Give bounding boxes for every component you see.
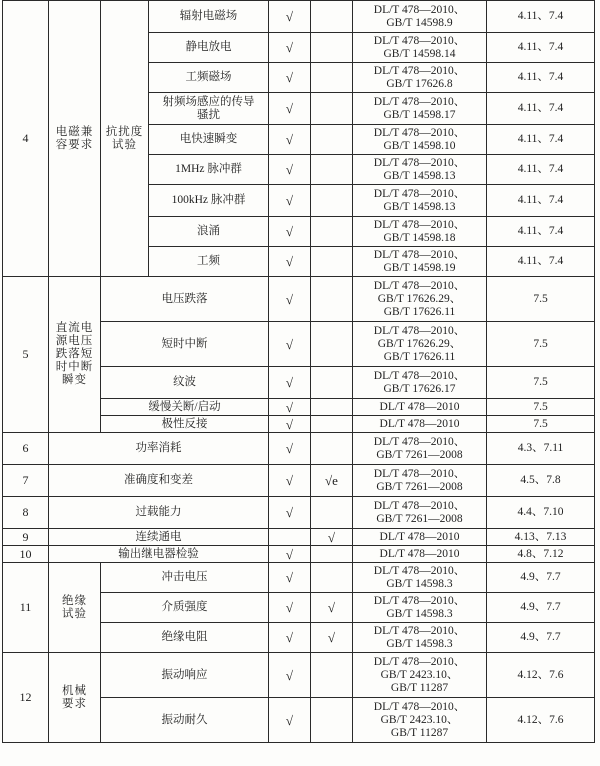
clause-ref: 4.11、7.4 xyxy=(487,185,595,217)
clause-ref: 4.11、7.4 xyxy=(487,1,595,33)
item-name: 输出继电器检验 xyxy=(49,546,269,563)
item-name: 1MHz 脉冲群 xyxy=(149,155,269,185)
check-cell: √ xyxy=(311,623,353,653)
check-cell xyxy=(311,217,353,247)
category-cell: 电磁兼 容要求 xyxy=(49,1,101,277)
table-row xyxy=(3,465,595,497)
check-cell: √ xyxy=(269,623,311,653)
check-cell: √ xyxy=(269,125,311,155)
item-name: 短时中断 xyxy=(101,322,269,367)
clause-ref: 4.11、7.4 xyxy=(487,125,595,155)
row-number: 10 xyxy=(3,546,49,563)
check-cell: √ xyxy=(269,546,311,563)
item-name: 准确度和变差 xyxy=(49,465,269,497)
item-name: 功率消耗 xyxy=(49,433,269,465)
table-row xyxy=(3,546,595,563)
item-name: 电压跌落 xyxy=(101,277,269,322)
item-name: 绝缘电阻 xyxy=(101,623,269,653)
row-number: 9 xyxy=(3,529,49,546)
check-cell xyxy=(311,322,353,367)
item-name: 纹波 xyxy=(101,367,269,399)
item-name: 工频磁场 xyxy=(149,63,269,93)
clause-ref: 4.12、7.6 xyxy=(487,653,595,698)
item-name: 过载能力 xyxy=(49,497,269,529)
item-name: 射频场感应的传导 骚扰 xyxy=(149,93,269,125)
clause-ref: 4.13、7.13 xyxy=(487,529,595,546)
standard-ref: DL/T 478—2010、 GB/T 2423.10、 GB/T 11287 xyxy=(353,698,487,743)
row-number: 11 xyxy=(3,563,49,653)
check-cell: √ xyxy=(311,593,353,623)
check-cell xyxy=(311,63,353,93)
check-cell xyxy=(311,93,353,125)
table-row xyxy=(3,277,595,322)
subcategory-cell: 抗扰度 试验 xyxy=(101,1,149,277)
clause-ref: 4.12、7.6 xyxy=(487,698,595,743)
table-row xyxy=(3,563,595,593)
clause-ref: 7.5 xyxy=(487,399,595,416)
standard-ref: DL/T 478—2010、 GB/T 17626.17 xyxy=(353,367,487,399)
check-cell xyxy=(311,33,353,63)
check-cell xyxy=(311,1,353,33)
item-name: 电快速瞬变 xyxy=(149,125,269,155)
check-cell: √ xyxy=(269,185,311,217)
standard-ref: DL/T 478—2010、 GB/T 14598.13 xyxy=(353,155,487,185)
item-name: 冲击电压 xyxy=(101,563,269,593)
item-name: 缓慢关断/启动 xyxy=(101,399,269,416)
check-cell xyxy=(311,433,353,465)
clause-ref: 7.5 xyxy=(487,277,595,322)
standard-ref: DL/T 478—2010、 GB/T 14598.10 xyxy=(353,125,487,155)
check-cell: √ xyxy=(269,1,311,33)
check-cell xyxy=(311,698,353,743)
row-number: 5 xyxy=(3,277,49,433)
table-row xyxy=(3,653,595,698)
standard-ref: DL/T 478—2010、 GB/T 14598.3 xyxy=(353,623,487,653)
clause-ref: 4.3、7.11 xyxy=(487,433,595,465)
standard-ref: DL/T 478—2010、 GB/T 7261—2008 xyxy=(353,465,487,497)
check-cell: √ xyxy=(269,247,311,277)
category-cell: 机械 要求 xyxy=(49,653,101,743)
check-cell xyxy=(311,563,353,593)
clause-ref: 4.11、7.4 xyxy=(487,63,595,93)
check-cell: √ xyxy=(269,63,311,93)
clause-ref: 7.5 xyxy=(487,367,595,399)
check-cell: √ xyxy=(269,465,311,497)
row-number: 12 xyxy=(3,653,49,743)
clause-ref: 4.9、7.7 xyxy=(487,563,595,593)
check-cell xyxy=(311,185,353,217)
item-name: 极性反接 xyxy=(101,416,269,433)
clause-ref: 4.11、7.4 xyxy=(487,217,595,247)
check-cell xyxy=(311,125,353,155)
item-name: 工频 xyxy=(149,247,269,277)
category-cell: 绝缘 试验 xyxy=(49,563,101,653)
clause-ref: 4.9、7.7 xyxy=(487,623,595,653)
standard-ref: DL/T 478—2010 xyxy=(353,546,487,563)
clause-ref: 7.5 xyxy=(487,322,595,367)
check-cell: √ xyxy=(269,33,311,63)
clause-ref: 4.11、7.4 xyxy=(487,93,595,125)
item-name: 100kHz 脉冲群 xyxy=(149,185,269,217)
check-cell xyxy=(311,546,353,563)
check-cell: √ xyxy=(269,563,311,593)
check-cell xyxy=(269,529,311,546)
category-cell: 直流电 源电压 跌落短 时中断 瞬变 xyxy=(49,277,101,433)
clause-ref: 4.11、7.4 xyxy=(487,247,595,277)
standard-ref: DL/T 478—2010、 GB/T 7261—2008 xyxy=(353,433,487,465)
row-number: 7 xyxy=(3,465,49,497)
check-cell-note: √e xyxy=(311,465,353,497)
standard-ref: DL/T 478—2010、 GB/T 17626.29、 GB/T 17626.11 xyxy=(353,277,487,322)
check-cell: √ xyxy=(269,497,311,529)
item-name: 连续通电 xyxy=(49,529,269,546)
table-row xyxy=(3,433,595,465)
clause-ref: 7.5 xyxy=(487,416,595,433)
clause-ref: 4.11、7.4 xyxy=(487,155,595,185)
clause-ref: 4.11、7.4 xyxy=(487,33,595,63)
check-cell xyxy=(311,653,353,698)
standard-ref: DL/T 478—2010 xyxy=(353,399,487,416)
check-cell: √ xyxy=(269,217,311,247)
standard-ref: DL/T 478—2010、 GB/T 14598.3 xyxy=(353,593,487,623)
check-cell: √ xyxy=(269,322,311,367)
item-name: 介质强度 xyxy=(101,593,269,623)
clause-ref: 4.9、7.7 xyxy=(487,593,595,623)
standard-ref: DL/T 478—2010 xyxy=(353,416,487,433)
check-cell: √ xyxy=(269,416,311,433)
standard-ref: DL/T 478—2010、 GB/T 14598.17 xyxy=(353,93,487,125)
item-name: 振动耐久 xyxy=(101,698,269,743)
standard-ref: DL/T 478—2010、 GB/T 14598.19 xyxy=(353,247,487,277)
clause-ref: 4.4、7.10 xyxy=(487,497,595,529)
check-cell xyxy=(311,247,353,277)
item-name: 振动响应 xyxy=(101,653,269,698)
clause-ref: 4.8、7.12 xyxy=(487,546,595,563)
check-cell: √ xyxy=(269,155,311,185)
standard-ref: DL/T 478—2010、 GB/T 14598.14 xyxy=(353,33,487,63)
check-cell xyxy=(311,277,353,322)
standard-ref: DL/T 478—2010、 GB/T 17626.29、 GB/T 17626.11 xyxy=(353,322,487,367)
standard-ref: DL/T 478—2010、 GB/T 14598.9 xyxy=(353,1,487,33)
check-cell: √ xyxy=(269,93,311,125)
check-cell xyxy=(311,155,353,185)
check-cell: √ xyxy=(269,593,311,623)
clause-ref: 4.5、7.8 xyxy=(487,465,595,497)
check-cell: √ xyxy=(269,433,311,465)
standard-ref: DL/T 478—2010、 GB/T 14598.18 xyxy=(353,217,487,247)
check-cell: √ xyxy=(269,698,311,743)
check-cell: √ xyxy=(311,529,353,546)
item-name: 辐射电磁场 xyxy=(149,1,269,33)
check-cell xyxy=(311,497,353,529)
table-row xyxy=(3,497,595,529)
check-cell xyxy=(311,367,353,399)
row-number: 4 xyxy=(3,1,49,277)
standard-ref: DL/T 478—2010、 GB/T 14598.3 xyxy=(353,563,487,593)
test-items-table xyxy=(2,0,595,743)
table-row xyxy=(3,1,595,33)
check-cell xyxy=(311,399,353,416)
row-number: 6 xyxy=(3,433,49,465)
row-number: 8 xyxy=(3,497,49,529)
standard-ref: DL/T 478—2010、 GB/T 17626.8 xyxy=(353,63,487,93)
check-cell: √ xyxy=(269,277,311,322)
standard-ref: DL/T 478—2010、 GB/T 7261—2008 xyxy=(353,497,487,529)
check-cell: √ xyxy=(269,653,311,698)
standard-ref: DL/T 478—2010、 GB/T 14598.13 xyxy=(353,185,487,217)
item-name: 浪涌 xyxy=(149,217,269,247)
check-cell xyxy=(311,416,353,433)
standard-ref: DL/T 478—2010 xyxy=(353,529,487,546)
check-cell: √ xyxy=(269,399,311,416)
check-cell: √ xyxy=(269,367,311,399)
item-name: 静电放电 xyxy=(149,33,269,63)
table-row xyxy=(3,529,595,546)
standard-ref: DL/T 478—2010、 GB/T 2423.10、 GB/T 11287 xyxy=(353,653,487,698)
